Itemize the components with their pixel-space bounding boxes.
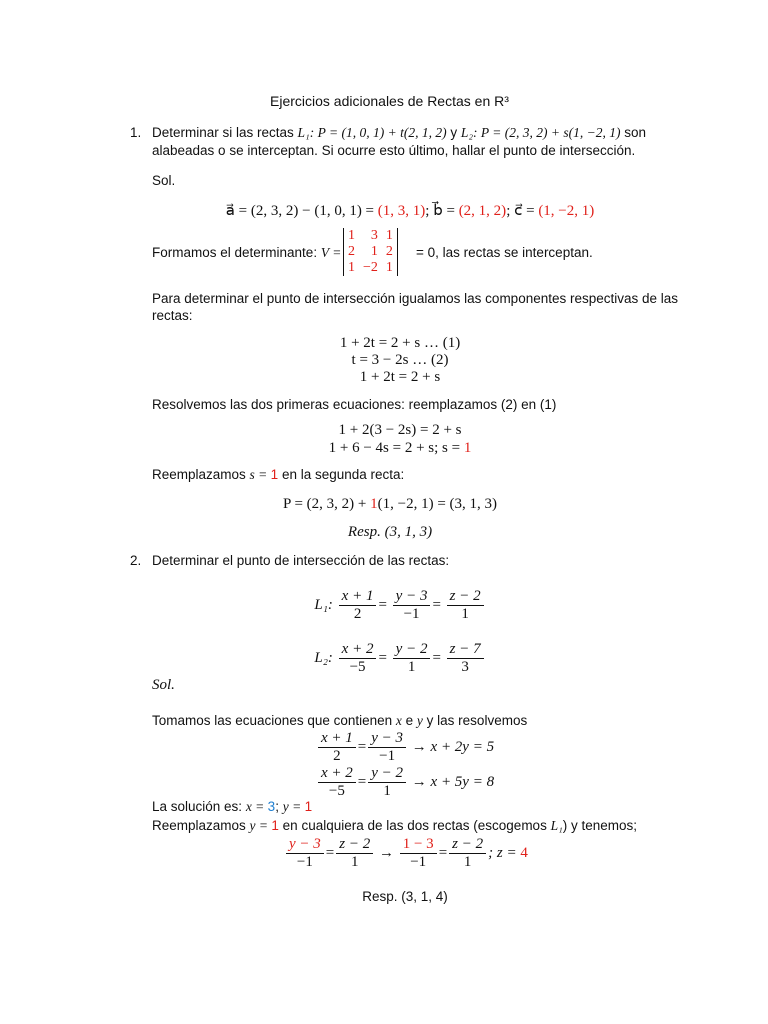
- solution-values: [152, 798, 312, 816]
- determinant-label: [152, 244, 341, 262]
- fraction: [339, 588, 377, 623]
- page-title: Ejercicios adicionales de Rectas en R³: [270, 93, 509, 109]
- exercise-1-number: 1.: [130, 125, 142, 140]
- take-text: y las resolvemos: [422, 713, 528, 728]
- denominator: 3: [461, 659, 469, 675]
- fraction: [318, 730, 356, 765]
- fraction: [449, 836, 486, 871]
- denominator: −1: [296, 854, 313, 870]
- matrix-cell: 2: [348, 244, 355, 259]
- system-result: → x + 5y = 8: [411, 773, 495, 790]
- determinant-label-text: Formamos el determinante:: [152, 245, 321, 260]
- variable-y: y: [416, 713, 423, 728]
- denominator: 1: [350, 854, 359, 870]
- z-value: 4: [520, 844, 528, 861]
- exercise-1-statement-line2: alabeadas o se interceptan. Si ocurre esto último, hallar el punto de intersección.: [152, 143, 636, 158]
- fraction: [393, 588, 431, 623]
- exercise-1-answer: Resp. (3, 1, 3): [347, 524, 433, 540]
- solution-text: La solución es:: [152, 799, 246, 814]
- exercise-2-number: 2.: [130, 553, 142, 568]
- determinant-result: = 0, las rectas se interceptan.: [416, 245, 593, 260]
- vector-a-expression: a⃗ = (2, 3, 2) − (1, 0, 1) =: [225, 203, 378, 219]
- solve-equation-text: 1 + 6 − 4s = 2 + s; s =: [328, 440, 464, 456]
- solution-x: x =: [245, 799, 268, 814]
- numerator: y − 2: [393, 641, 431, 659]
- equation-3: 1 + 2t = 2 + s: [359, 369, 441, 385]
- numerator: x + 2: [339, 641, 377, 659]
- replace-text: Reemplazamos: [152, 467, 250, 482]
- determinant-v: V =: [320, 245, 342, 260]
- z-expression: ; z =: [488, 844, 521, 861]
- exercise-2-statement: Determinar el punto de intersección de las rectas:: [152, 553, 450, 568]
- point-expression: P = (2, 3, 2) +: [282, 496, 371, 512]
- line-l1-definition: L₁: P = (1, 0, 1) + t(2, 1, 2): [297, 125, 447, 140]
- replace-l1: L₁: [550, 818, 563, 833]
- matrix-cell: 1: [348, 228, 355, 243]
- final-equation: $\frac{y - 3}{-1}$ = $\frac{z - 2}{1}$ → $\frac{1 - 3}{-1}$ = $\frac{z - 2}{1}$ ; z = 4: [284, 836, 528, 871]
- s-value: 1: [463, 440, 472, 456]
- solution-label-2: Sol.: [152, 677, 175, 693]
- denominator: 2: [353, 606, 362, 622]
- system-equation-1: $\frac{x + 1}{2}$ = $\frac{y - 3}{-1}$ → x + 2y = 5: [316, 730, 494, 765]
- matrix-cell: 2: [385, 244, 393, 259]
- vector-a-value: (1, 3, 1): [377, 203, 426, 219]
- replace-text: ) y tenemos;: [562, 818, 638, 833]
- variable-x: x: [395, 713, 402, 728]
- point-equation: [260, 495, 520, 513]
- numerator: z − 2: [336, 836, 373, 854]
- vectors-equation: [180, 202, 640, 220]
- fraction: [318, 765, 356, 800]
- solve-equation-2: [280, 439, 520, 457]
- solution-separator: ;: [275, 799, 283, 814]
- take-text: Tomamos las ecuaciones que contienen: [152, 713, 396, 728]
- numerator: y − 3: [368, 730, 406, 748]
- denominator: −1: [403, 606, 420, 622]
- y-value: 1: [304, 799, 313, 814]
- solve-equation-1: 1 + 2(3 − 2s) = 2 + s: [338, 422, 462, 438]
- numerator: z − 7: [447, 641, 484, 659]
- exercise-2-answer: Resp. (3, 1, 4): [362, 889, 448, 904]
- take-equations-text: [152, 712, 527, 730]
- fraction: [368, 765, 406, 800]
- numerator: y − 3: [286, 836, 324, 854]
- numerator: z − 2: [447, 588, 484, 606]
- replace-one: 1: [270, 467, 279, 482]
- vector-c-value: (1, −2, 1): [538, 203, 595, 219]
- line-l1-name: L₁:: [314, 596, 333, 613]
- fraction: [286, 836, 324, 871]
- numerator: x + 1: [339, 588, 377, 606]
- matrix-cell: 1: [370, 244, 378, 259]
- solve-text: Resolvemos las dos primeras ecuaciones: reemplazamos (2) en (1): [152, 397, 557, 412]
- replace-one: 1: [271, 818, 279, 833]
- denominator: −5: [349, 659, 366, 675]
- determinant-matrix: [343, 228, 398, 276]
- matrix-cell: 1: [385, 228, 393, 243]
- replace-y-text: [152, 817, 637, 835]
- fraction: [393, 641, 431, 676]
- denominator: −5: [328, 783, 345, 799]
- solution-label: Sol.: [152, 173, 176, 188]
- matrix-cell: 3: [370, 228, 378, 243]
- arrow: →: [378, 844, 394, 861]
- exercise-1-statement: [152, 124, 646, 142]
- fraction: [368, 730, 406, 765]
- numerator: y − 3: [393, 588, 431, 606]
- equation-1: 1 + 2t = 2 + s … (1): [339, 335, 461, 351]
- numerator: x + 1: [318, 730, 356, 748]
- numerator: z − 2: [449, 836, 486, 854]
- vector-b-expression: ; b⃗ =: [425, 203, 459, 219]
- fraction: [447, 588, 484, 623]
- numerator: y − 2: [368, 765, 406, 783]
- point-one: 1: [370, 496, 378, 512]
- fraction: [447, 641, 484, 676]
- vector-b-value: (2, 1, 2): [458, 203, 507, 219]
- replace-text: Reemplazamos: [152, 818, 250, 833]
- matrix-cell: −2: [363, 260, 378, 275]
- replace-text: en cualquiera de las dos rectas (escogemos: [278, 818, 551, 833]
- denominator: 1: [463, 854, 472, 870]
- point-expression: (1, −2, 1) = (3, 1, 3): [377, 496, 498, 512]
- matrix-cell: 1: [385, 260, 393, 275]
- denominator: 1: [383, 783, 391, 799]
- system-equation-2: $\frac{x + 2}{-5}$ = $\frac{y - 2}{1}$ → x + 5y = 8: [316, 765, 494, 800]
- x-value: 3: [267, 799, 276, 814]
- system-result: → x + 2y = 5: [411, 738, 495, 755]
- fraction: [336, 836, 373, 871]
- statement-text: y: [446, 125, 461, 140]
- replace-s: s =: [249, 467, 271, 482]
- replace-y: y =: [249, 818, 272, 833]
- denominator: −1: [379, 748, 396, 764]
- fraction: [400, 836, 437, 871]
- equation-2: t = 3 − 2s … (2): [351, 352, 449, 368]
- replace-s-text: [152, 466, 404, 484]
- numerator: 1 − 3: [400, 836, 437, 854]
- take-text: e: [401, 713, 417, 728]
- line-l2-name: L₂:: [314, 649, 333, 666]
- paragraph-line-1: Para determinar el punto de intersección igualamos las componentes respectivas de las: [152, 291, 679, 306]
- statement-text: Determinar si las rectas: [152, 125, 298, 140]
- denominator: 1: [461, 606, 469, 622]
- denominator: −1: [410, 854, 427, 870]
- numerator: x + 2: [318, 765, 356, 783]
- denominator: 2: [333, 748, 341, 764]
- statement-text: son: [620, 125, 647, 140]
- replace-text: en la segunda recta:: [278, 467, 405, 482]
- denominator: 1: [407, 659, 416, 675]
- vector-c-expression: ; c⃗ =: [506, 203, 539, 219]
- fraction: [339, 641, 377, 676]
- solution-y: y =: [282, 799, 305, 814]
- line-l1-equation: L₁: $\frac{x + 1}{2}$ = $\frac{y - 3}{-1}$ = $\frac{z - 2}{1}$: [300, 588, 500, 623]
- matrix-cell: 1: [348, 260, 355, 275]
- line-l2-equation: L₂: $\frac{x + 2}{-5}$ = $\frac{y - 2}{1}$ = $\frac{z - 7}{3}$: [300, 641, 500, 676]
- paragraph-line-2: rectas:: [152, 308, 193, 323]
- line-l2-definition: L₂: P = (2, 3, 2) + s(1, −2, 1): [460, 125, 621, 140]
